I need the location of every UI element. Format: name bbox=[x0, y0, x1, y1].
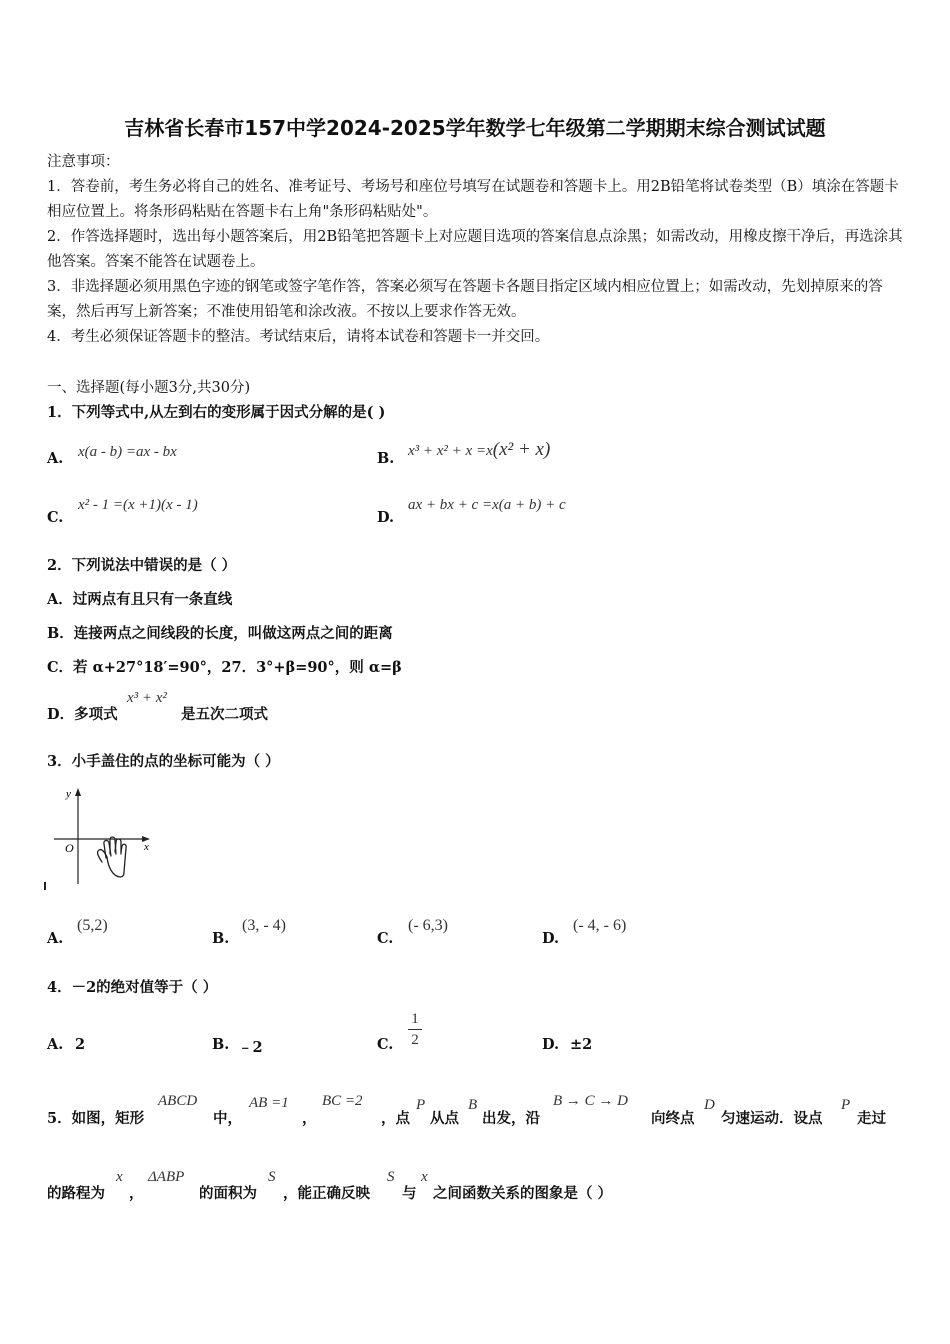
q4-label-a: A. bbox=[47, 1036, 64, 1053]
q2-option-d-prefix[interactable]: D．多项式 bbox=[47, 706, 118, 723]
q1-label-a: A. bbox=[47, 450, 64, 467]
q5-text-8: 走过 bbox=[857, 1110, 886, 1127]
q4-label-d: D. bbox=[542, 1036, 560, 1053]
q3-option-a[interactable]: (5,2) bbox=[77, 917, 108, 934]
q1-option-d[interactable]: ax + bx + c =x(a + b) + c bbox=[408, 497, 566, 513]
page-title: 吉林省长春市157中学2024-2025学年数学七年级第二学期期末综合测试试题 bbox=[124, 116, 826, 140]
q1-option-b[interactable] bbox=[408, 439, 550, 461]
q5-math-p2: P bbox=[841, 1097, 851, 1113]
q3-stem: 3．小手盖住的点的坐标可能为（ ） bbox=[47, 753, 280, 770]
q3-option-b[interactable]: (3, - 4) bbox=[242, 917, 286, 934]
q5-math-x: x bbox=[116, 1169, 123, 1185]
q2-option-a[interactable]: A．过两点有且只有一条直线 bbox=[47, 591, 233, 608]
q1-option-c[interactable]: x² - 1 =(x +1)(x - 1) bbox=[78, 497, 198, 513]
q1-option-b-main: x³ + x² + x =x bbox=[408, 443, 493, 459]
q1-option-a[interactable]: x(a - b) =ax - bx bbox=[78, 444, 177, 460]
q5-math-path: B → C → D bbox=[553, 1093, 628, 1109]
q5-math-abcd: ABCD bbox=[158, 1093, 198, 1109]
q5-text-6: 向终点 bbox=[651, 1110, 695, 1127]
figure-mark bbox=[44, 882, 46, 890]
q3-option-c[interactable]: (- 6,3) bbox=[408, 917, 448, 934]
q3-coordinate-figure bbox=[44, 784, 154, 892]
fraction-denominator: 2 bbox=[411, 1032, 419, 1048]
q4-option-c[interactable] bbox=[408, 1010, 422, 1049]
q4-option-d[interactable]: ±2 bbox=[570, 1036, 593, 1053]
q4-label-c: C. bbox=[377, 1036, 394, 1053]
q2-option-b[interactable]: B．连接两点之间线段的长度，叫做这两点之间的距离 bbox=[47, 625, 393, 642]
q3-origin-label: O bbox=[65, 841, 74, 855]
q2-stem: 2．下列说法中错误的是（ ） bbox=[47, 557, 237, 574]
q3-label-a: A. bbox=[47, 930, 64, 947]
q5-line2-text-6: 之间函数关系的图象是（ ） bbox=[433, 1185, 613, 1202]
notice-item-2: 2．作答选择题时，选出每小题答案后，用2B铅笔把答题卡上对应题目选项的答案信息点涂黑；如需改动，用橡皮擦干净后，再选涂其他答案。答案不能答在试题卷上。 bbox=[47, 229, 903, 270]
q2-option-c[interactable]: C．若 α+27°18′=90°，27．3°+β=90°，则 α=β bbox=[47, 659, 402, 676]
q5-text-7: 匀速运动．设点 bbox=[721, 1110, 823, 1127]
q1-option-b-paren: (x² + x) bbox=[492, 439, 551, 460]
q4-option-b[interactable]: ﹣2 bbox=[238, 1039, 263, 1056]
fraction-bar bbox=[408, 1029, 422, 1030]
q3-axis-y-label: y bbox=[66, 788, 71, 800]
q5-line2-text-5: 与 bbox=[402, 1185, 417, 1202]
q4-label-b: B. bbox=[212, 1036, 230, 1053]
notice-item-3: 3．非选择题必须用黑色字迹的钢笔或签字笔作答，答案必须写在答题卡各题目指定区域内相应位置上；如需改动，先划掉原来的答案，然后再写上新答案；不准使用铅笔和涂改液。不按以上要求作答无效。 bbox=[47, 279, 883, 320]
q3-axis-x-label: x bbox=[144, 841, 149, 853]
q3-label-b: B. bbox=[212, 930, 230, 947]
notice-item-1: 1．答卷前，考生务必将自己的姓名、准考证号、考场号和座位号填写在试题卷和答题卡上。用2B铅笔将试卷类型（B）填涂在答题卡相应位置上。将条形码粘贴在答题卡右上角"条形码粘贴处"。 bbox=[47, 179, 899, 220]
q5-text-2: 中， bbox=[213, 1110, 242, 1127]
q3-label-d: D. bbox=[542, 930, 560, 947]
q5-math-bc: BC =2 bbox=[322, 1093, 363, 1109]
q5-text-5: 出发，沿 bbox=[482, 1110, 540, 1127]
q2-option-d-expr: x³ + x² bbox=[127, 690, 167, 706]
q5-text-1: 5．如图，矩形 bbox=[47, 1110, 145, 1127]
q4-option-a[interactable]: 2 bbox=[75, 1036, 86, 1053]
q5-math-triangle: ΔABP bbox=[148, 1169, 185, 1185]
q5-text-4: 从点 bbox=[430, 1110, 459, 1127]
q5-line2-text-1: 的路程为 bbox=[47, 1185, 105, 1202]
notice-heading: 注意事项： bbox=[47, 154, 120, 170]
q5-math-s2: S bbox=[387, 1169, 395, 1185]
notice-item-4: 4．考生必须保证答题卡的整洁。考试结束后，请将本试卷和答题卡一并交回。 bbox=[47, 329, 550, 345]
q5-math-p: P bbox=[416, 1097, 426, 1113]
q5-line2-text-3: 的面积为 bbox=[199, 1185, 257, 1202]
q4-stem: 4．－2的绝对值等于（ ） bbox=[47, 979, 218, 996]
q1-stem: 1．下列等式中,从左到右的变形属于因式分解的是( ) bbox=[47, 404, 386, 421]
q3-option-d[interactable]: (- 4, - 6) bbox=[573, 917, 627, 934]
q1-label-c: C. bbox=[47, 509, 64, 526]
q5-line2-text-2: ， bbox=[129, 1185, 144, 1202]
q5-line2-text-4: ，能正确反映 bbox=[283, 1185, 370, 1202]
q5-math-d: D bbox=[704, 1097, 715, 1113]
q5-math-x2: x bbox=[421, 1169, 428, 1185]
q1-label-d: D. bbox=[377, 509, 395, 526]
q2-option-d-suffix: 是五次二项式 bbox=[181, 706, 268, 723]
q5-text-3: ，点 bbox=[381, 1110, 410, 1127]
q5-math-b: B bbox=[468, 1097, 478, 1113]
q5-math-s: S bbox=[268, 1169, 276, 1185]
q5-comma: ， bbox=[302, 1110, 317, 1127]
q3-label-c: C. bbox=[377, 930, 394, 947]
section-heading: 一、选择题(每小题3分,共30分) bbox=[47, 380, 251, 396]
q5-math-ab: AB =1 bbox=[249, 1095, 289, 1111]
fraction-numerator: 1 bbox=[411, 1011, 419, 1027]
hand-icon bbox=[98, 837, 127, 877]
q1-label-b: B. bbox=[377, 450, 395, 467]
